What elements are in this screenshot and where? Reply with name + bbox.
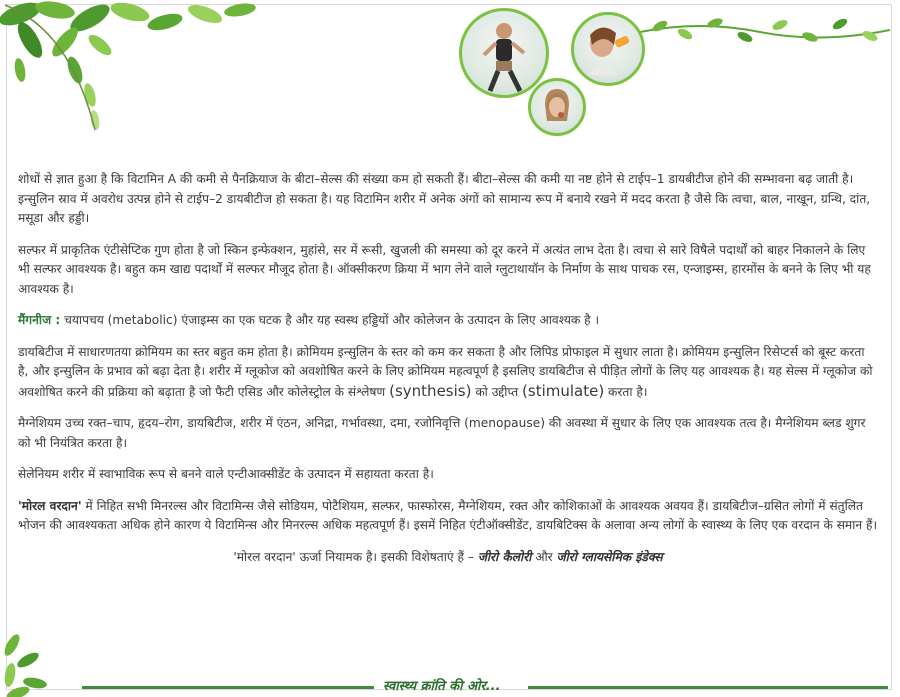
chromium-text-1: डायबिटीज में साधारणतया क्रोमियम का स्तर बहुत कम होता है। क्रोमियम इन्सुलिन के स्तर को कम कर सकता है और लिपिड प्रोफाइल में सुधार लाता है। क्रोमियम इन्सुलिन रिसेप्टर्स को बूस्ट करता है, और इन्सुलिन के प्रभाव को बढ़ा देता है। शरीर में ग्लूकोज को अवशोषित करने के लिए क्रोमियम महत्वपूर्ण है इसलिए डायबिटीज से पीड़ित लोगों के लिए यह आवश्यक है। यह सेल्स में ग्लूकोज को अवशोषित करने की प्रक्रिया को बढ़ाता है जो फैटी एसिड और कोलेस्ट्रोल के संश्लेषण	[18, 344, 873, 399]
leaf-cluster-icon	[0, 615, 60, 697]
chromium-text-3: करता है।	[604, 384, 648, 399]
sulfur-paragraph: सल्फर में प्राकृतिक एंटीसेप्टिक गुण होता है जो स्किन इन्फेक्शन, मुहांसे, सर में रूसी, खुजली की समस्या को दूर करने में अत्यंत लाभ देता है। त्वचा से सारे विषैले पदार्थों को बाहर निकालने के लिए भी सल्फर आवश्यक है। बहुत कम खाद्य पदार्थों में सल्फर मौजूद होता है। ऑक्सीकरण क्रिया में भाग लेने वाले ग्लुटाथायॉन के निर्माण के साथ पाचक रस, एन्जाइम्स, हारमोंस के बनने के लिए भी यह आवश्यक है।	[18, 242, 871, 296]
footer-divider-left	[82, 686, 374, 689]
chromium-text-2: को उद्दीप्त	[471, 384, 523, 399]
zero-calorie-text: जीरो कैलोरी	[477, 549, 532, 564]
footer-tagline: स्वास्थ्य क्रांति की ओर...	[383, 679, 501, 694]
moral-vardan-label: 'मोरल वरदान'	[18, 498, 82, 513]
drinking-woman-photo	[571, 12, 645, 86]
chromium-paragraph	[18, 343, 878, 403]
manganese-paragraph	[18, 311, 878, 331]
closing-line	[18, 548, 878, 568]
footer-divider-right	[528, 686, 888, 689]
magnesium-paragraph: मैग्नेशियम उच्च रक्त–चाप, हृदय–रोग, डायबिटीज, शरीर में एंठन, अनिद्रा, गर्भावस्था, दमा, रजोनिवृत्ति (menopause) की अवस्था में सुधार के लिए एक आवश्यक तत्व है। मैग्नेशियम ब्लड शुगर को भी नियंत्रित करता है।	[18, 416, 866, 450]
moral-vardan-paragraph	[18, 497, 878, 536]
manganese-text: चयापचय (metabolic) एंजाइम्स का एक घटक है और यह स्वस्थ हड्डियों और कोलेजन के उत्पादन के लिए आवश्यक है ।	[60, 313, 600, 327]
zero-glycemic-text: जीरो ग्लायसेमिक इंडेक्स	[556, 549, 663, 564]
article-body	[18, 170, 878, 579]
moral-vardan-text: में निहित सभी मिनरल्स और विटामिन्स जैसे सोडियम, पोटैशियम, सल्फर, फास्फोरस, मैग्नेशियम, रक्त और कोशिकाओं के आवश्यक अवयव हैं। डायबिटीज–ग्रसित लोगों में संतुलित भोजन की आवश्यकता अधिक होने कारण ये विटामिन्स और मिनरल्स अधिक महत्वपूर्ण हैं। इसमें निहित एंटीऑक्सीडेंट, डायबिटिक्स के अलावा अन्य लोगों के स्वास्थ्य के लिए एक वरदान के समान हैं।	[18, 498, 878, 532]
leaf-cluster-icon	[0, 0, 270, 140]
selenium-paragraph: सेलेनियम शरीर में स्वाभाविक रूप से बनने वाले एन्टीआक्सीडेंट के उत्पादन में सहायता करता है।	[18, 467, 434, 481]
closing-text-2: और	[531, 549, 557, 564]
girl-eating-photo	[528, 78, 586, 136]
vine-icon	[640, 10, 890, 50]
stimulate-term: (stimulate)	[522, 381, 605, 400]
vitamin-a-paragraph: शोधों से ज्ञात हुआ है कि विटामिन A की कमी से पैनक्रियाज के बीटा–सेल्स की संख्या कम हो सकती हैं। बीटा–सेल्स की कमी या नष्ट होने से टाईप–1 डायबीटीज होने की सम्भावना बढ़ जाती है। इन्सुलिन स्राव में अवरोध उत्पन्न होने से टाईप–2 डायबीटीज हो सकता है। यह विटामिन शरीर में अनेक अंगों को सामान्य रूप में बनाये रखने में मदद करता है जैसे कि त्वचा, बाल, नाखून, ग्रन्थि, दांत, मसूडा और हड्डी।	[18, 172, 871, 225]
closing-text-1: 'मोरल वरदान' ऊर्जा नियामक है। इसकी विशेषताएं हैं –	[233, 549, 478, 564]
synthesis-term: (synthesis)	[389, 381, 472, 400]
manganese-label: मैंगनीज :	[18, 313, 61, 327]
